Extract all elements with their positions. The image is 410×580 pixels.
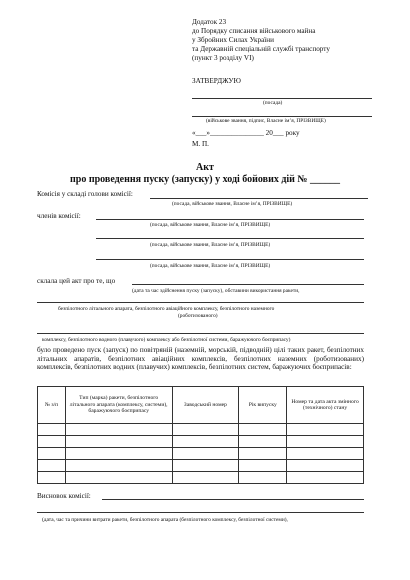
table-row [38,424,364,436]
table-header-cell: Тип (марка) ракети, безпілотного літального апарата (комплексу, системи), баражуючого боєприпасу [65,387,172,424]
appendix-ref-line: (пункт 3 розділу VI) [192,54,254,62]
act-caption: безпілотного літального апарата, безпілотного авіаційного комплексу, безпілотного наземного [58,306,275,312]
member-caption: (посада, військове звання, Власне ім’я, ПРІЗВИЩЕ) [150,222,271,228]
table-row [38,436,364,448]
table-row [38,460,364,472]
conclusion-line [37,512,364,513]
act-body-text: було проведено пуск (запуск) по повітряній (наземній, морській, підводній) цілі таких ракет, безпілотних літальних апаратів, безпілотних авіаційних комплексів, безпілотних наземних (роботизованих) комплексів, безпілотних водних (плавучих) комплексів, безпілотних систем, баражуючих боєприпасів: [37,346,364,372]
act-statement-line [132,284,364,285]
date-line: «___»_______________ 20___ року [192,129,300,137]
member-caption: (посада, військове звання, Власне ім’я, ПРІЗВИЩЕ) [150,242,271,248]
approve-label: ЗАТВЕРДЖУЮ [192,77,241,85]
commission-head-label: Комісія у складі голови комісії: [37,190,133,198]
table-row [38,472,364,484]
act-subtitle: про проведення пуску (запуску) у ході бойових дій № ______ [70,174,340,185]
member-line [96,219,364,220]
table-header-cell: Заводський номер [172,387,239,424]
appendix-ref-line: до Порядку списання військового майна [192,27,316,35]
table-header-row [38,387,364,424]
commission-head-line [150,198,368,199]
members-label: членів комісії: [37,212,81,220]
act-line [37,302,364,303]
table-header-cell: № з/п [38,387,66,424]
conclusion-label: Висновок комісії: [37,492,91,500]
conclusion-caption: (дата, час та причини витрати ракети, безпілотного апарата (безпілотного комплексу, безпілотної системи), [42,517,288,523]
conclusion-line [102,499,364,500]
appendix-number: Додаток 23 [192,18,227,26]
act-statement-label: склала цей акт про те, що [37,277,116,285]
table-row [38,448,364,460]
act-caption: (дата та час здійснення пуску (запуску), обставини використання ракети, [132,288,300,294]
member-line [96,259,364,260]
member-caption: (посада, військове звання, Власне ім’я, ПРІЗВИЩЕ) [150,263,271,269]
appendix-ref-line: та Державній спеціальній службі транспорту [192,45,330,53]
signature-line [192,116,372,117]
member-line [96,238,364,239]
appendix-ref-line: у Збройних Силах України [192,36,274,44]
launch-table [37,386,364,484]
table-header-cell: Номер та дата акта змінного (технічного) стану [287,387,364,424]
signature-caption: (військове звання, підпис, Власне ім’я, ПРІЗВИЩЕ) [206,118,326,124]
act-caption: комплексу, безпілотного водного (плавучого) комплексу або безпілотної системи, баражуючого боєприпасу) [42,337,291,343]
table-header-cell: Рік випуску [239,387,287,424]
act-title: Акт [196,162,214,173]
position-line [192,98,372,99]
act-caption: (роботизованого) [178,313,218,319]
act-line [37,333,364,334]
stamp-label: М. П. [192,140,209,148]
position-caption: (посада) [263,100,283,106]
commission-head-caption: (посада, військове звання, Власне ім’я, ПРІЗВИЩЕ) [172,201,293,207]
